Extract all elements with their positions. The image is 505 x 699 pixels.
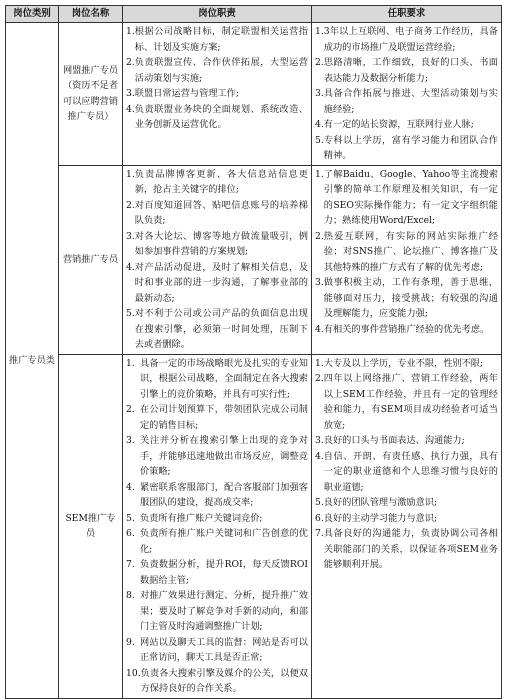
item-number: 2.: [126, 404, 135, 415]
job-name-cell: [59, 165, 123, 354]
item-number: 4.: [315, 323, 324, 335]
item-number: 10.: [126, 667, 141, 679]
item-text: 具备一定的市场战略眼光及扎实的专业知识，根据公司战略，全面制定在各大搜索引擎上的竞价策略，并具有可实行性;: [140, 357, 308, 400]
header-duties: 岗位职责: [123, 6, 312, 23]
list-item: [126, 24, 308, 55]
list-item: [315, 55, 498, 86]
item-text: 大专及以上学历，专业不限，性别不限;: [323, 357, 484, 369]
item-number: 1.: [315, 168, 324, 180]
item-text: 思路清晰，工作细致，良好的口头、书面表达能力及数据分析能力;: [323, 57, 498, 84]
item-number: 5.: [126, 308, 135, 319]
item-text: 对百度知道回答、贴吧信息账号的培养梯队负责;: [134, 199, 308, 226]
item-number: 2.: [126, 199, 135, 211]
item-number: 1.: [126, 26, 135, 37]
item-number: 1.: [315, 357, 324, 369]
item-text: 关注并分析在搜索引擎上出现的竞争对手，并能够迅速地做出市场反应，调整竞价策略;: [140, 435, 308, 477]
item-number: 6.: [315, 512, 324, 524]
item-text: 对推广效果进行测定、分析，提升推广效果；要及时了解竞争对手新的动向，和部门主管及时沟通调整推广计划;: [140, 590, 308, 632]
table-row: [6, 23, 502, 166]
job-name: SEM推广专员: [65, 512, 116, 539]
item-number: 3.: [126, 88, 135, 99]
list-item: [315, 167, 498, 229]
list-item: [315, 526, 498, 573]
item-number: 9.: [126, 636, 135, 648]
item-text: 联盟日常运营与管理工作;: [134, 88, 239, 99]
item-text: 负责各大搜索引擎及媒介的公关，以便双方保持良好的合作关系。: [140, 667, 308, 694]
job-name-cell: [59, 354, 123, 698]
list-item: [315, 275, 498, 322]
item-number: 1.: [126, 357, 135, 369]
item-number: 3.: [315, 435, 324, 446]
list-item: [126, 260, 308, 307]
item-text: 对不利于公司或公司产品的负面信息出现在搜索引擎，必须第一时间处理，压制下去或者删除。: [134, 308, 308, 350]
item-number: 1.: [315, 26, 324, 37]
item-number: 3.: [126, 435, 135, 446]
list-item: [315, 511, 498, 527]
item-text: 热爱互联网，有实际的网站实际推广经验；对SNS推广、论坛推广、博客推广及其他特殊的推广方式有了解的优先考虑;: [323, 230, 498, 273]
job-name: 网盟推广专员（资历不足者可以应聘营销推广专员）: [62, 64, 119, 123]
list-item: [126, 480, 308, 511]
list-item: [126, 588, 308, 635]
list-item: [126, 198, 308, 229]
list-item: [126, 511, 308, 527]
duties-cell: [123, 165, 312, 354]
list-item: [126, 557, 308, 588]
item-text: 紧密联系客服部门，配合客服部门加强客服团队的建设，提高成交率;: [140, 481, 308, 508]
item-number: 4.: [315, 119, 324, 130]
item-number: 8.: [126, 590, 135, 601]
item-text: 自信、开朗、有责任感、执行力强，具有一定的职业道德和个人思维习惯与良好的职业道德;: [323, 450, 498, 493]
list-item: [315, 86, 498, 117]
list-item: [315, 371, 498, 433]
item-text: 有相关的事件营销推广经验的优先考虑。: [323, 323, 490, 335]
requirements-cell: [312, 23, 502, 166]
list-item: [315, 229, 498, 276]
item-number: 3.: [126, 230, 135, 242]
item-number: 2.: [126, 57, 135, 68]
list-item: [126, 86, 308, 102]
item-number: 3.: [315, 277, 324, 288]
item-text: 负责所有推广账户关键词竞价;: [140, 512, 263, 524]
requirements-cell: [312, 354, 502, 698]
list-item: [315, 449, 498, 496]
category-cell: [6, 23, 59, 699]
header-requirements: 任职要求: [312, 6, 502, 23]
item-text: 负责联盟业务块的全面规划、系统改造、业务创新及运营优化。: [134, 103, 308, 130]
category-label: 推广专员类: [9, 354, 55, 366]
item-text: 良好的口头与书面表达、沟通能力;: [323, 435, 465, 446]
list-item: [126, 102, 308, 133]
list-item: [315, 24, 498, 55]
item-text: 对各大论坛、博客等地方做流量吸引，例如参加事件营销的方案规划;: [134, 230, 308, 257]
header-name: 岗位名称: [59, 6, 123, 23]
list-item: [126, 402, 308, 433]
item-text: 良好的团队管理与激励意识;: [323, 497, 438, 508]
job-name: 营销推广专员: [62, 253, 119, 265]
list-item: [126, 526, 308, 557]
item-number: 4.: [126, 103, 135, 115]
item-text: 负责所有推广账户关键词和广告创意的优化;: [140, 528, 308, 555]
list-item: [126, 229, 308, 260]
requirements-cell: [312, 165, 502, 354]
item-number: 2.: [315, 230, 324, 242]
item-number: 3.: [315, 88, 324, 99]
table-header-row: [6, 6, 502, 23]
list-item: [315, 356, 498, 372]
job-name-cell: [59, 23, 123, 166]
item-number: 5.: [126, 512, 135, 524]
item-number: 6.: [126, 528, 135, 539]
item-text: 网站以及聊天工具的监督：网站是否可以正常访问，聊天工具是否正常;: [140, 636, 308, 663]
list-item: [315, 117, 498, 133]
list-item: [315, 322, 498, 338]
item-text: 负责联盟宣传、合作伙伴拓展，大型运营活动策划与实施;: [134, 57, 308, 84]
list-item: [126, 55, 308, 86]
item-text: 专科以上学历，富有学习能力和团队合作精神。: [323, 134, 498, 161]
item-text: 具备良好的沟通能力，负责协调公司各相关职能部门的关系，以保证各项SEM业务能够顺利开展。: [323, 528, 498, 570]
duties-cell: [123, 354, 312, 698]
item-text: 在公司计划预算下，带领团队完成公司制定的销售目标;: [140, 404, 308, 431]
list-item: [315, 433, 498, 449]
list-item: [315, 495, 498, 511]
list-item: [126, 167, 308, 198]
list-item: [126, 356, 308, 403]
header-category: 岗位类别: [6, 6, 59, 23]
item-number: 4.: [126, 261, 135, 273]
item-text: 良好的主动学习能力与意识;: [323, 512, 438, 524]
item-number: 2.: [315, 373, 324, 384]
item-number: 7.: [315, 528, 324, 539]
item-text: 负责品牌博客更新、各大信息站信息更新，抢占主关键字的排位;: [134, 168, 308, 195]
item-number: 7.: [126, 559, 135, 570]
item-text: 有一定的站长资源，互联网行业人脉;: [323, 119, 474, 130]
item-number: 1.: [126, 168, 135, 180]
item-text: 做事积极主动，工作有条理，善于思维，能够面对压力，接受挑战；有较强的沟通及理解能力，应变能力强;: [323, 277, 498, 319]
item-number: 4.: [315, 450, 324, 462]
item-text: 具备合作拓展与推进、大型活动策划与实施经验;: [323, 88, 498, 115]
list-item: [126, 666, 308, 697]
item-text: 根据公司战略目标，制定联盟相关运营指标、计划及实施方案;: [134, 26, 308, 53]
item-text: 了解Baidu、Google、Yahoo等主流搜索引擎的简单工作原理及相关知识，有一定的SEO实际操作能力；有一定文字组织能力；熟练使用Word/Excel;: [323, 168, 498, 226]
list-item: [126, 635, 308, 666]
item-text: 四年以上网络推广、营销工作经验，两年以上SEM工作经验，并且有一定的管理经验和能力，有SEM项目成功经验者可适当放宽;: [323, 373, 498, 431]
list-item: [126, 433, 308, 480]
list-item: [126, 306, 308, 353]
table-row: [6, 354, 502, 698]
item-number: 4.: [126, 481, 135, 493]
item-text: 3年以上互联网、电子商务工作经历，具备成功的市场推广及联盟运营经验;: [323, 26, 498, 53]
item-number: 2.: [315, 57, 324, 68]
item-number: 5.: [315, 134, 324, 146]
duties-cell: [123, 23, 312, 166]
item-number: 5.: [315, 497, 324, 508]
list-item: [315, 133, 498, 164]
item-text: 负责数据分析，提升ROI，每天反馈ROI数据给主管;: [140, 559, 308, 586]
table-row: [6, 165, 502, 354]
job-table: [5, 5, 502, 699]
item-text: 对产品活动促进，及时了解相关信息，及时和事业部的进一步沟通，了解事业部的最新动态;: [134, 261, 308, 304]
